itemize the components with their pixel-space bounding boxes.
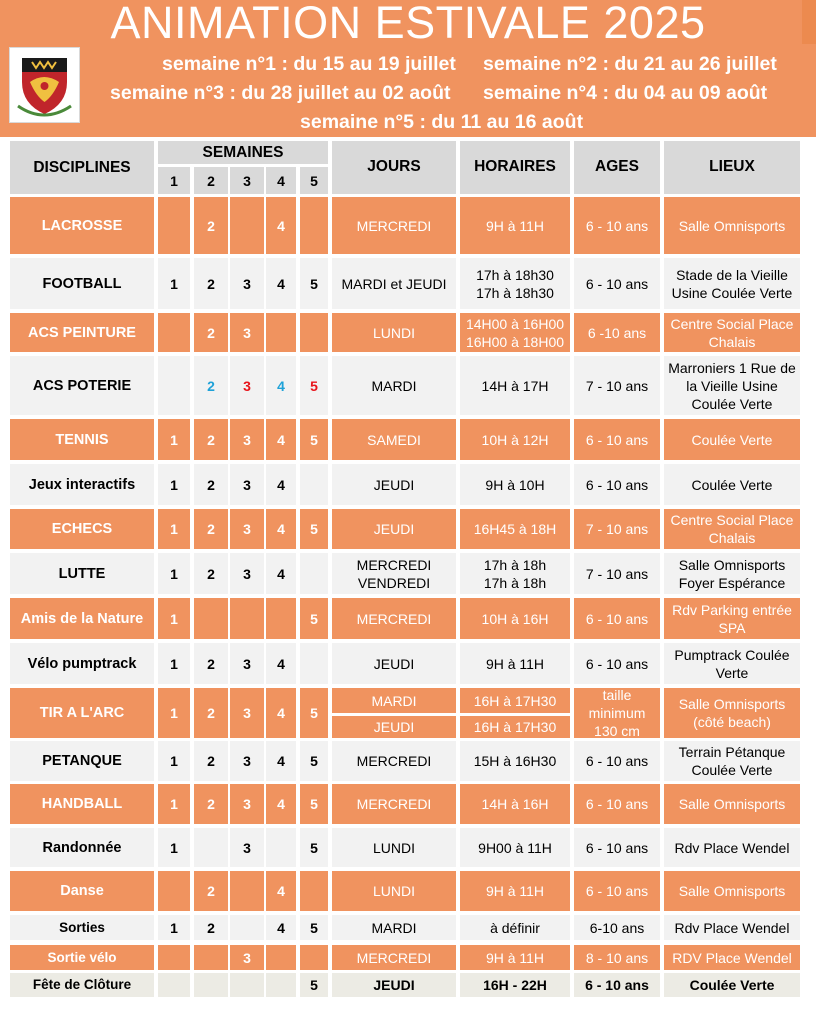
week-2-cell: 2	[194, 553, 228, 594]
horaires-cell: 15H à 16H30	[460, 741, 570, 781]
horaires-cell: 14H à 17H	[460, 356, 570, 415]
jours-cell: MERCREDI VENDREDI	[332, 553, 456, 594]
ages-cell: 6 - 10 ans	[574, 871, 660, 911]
discipline-name: Amis de la Nature	[10, 598, 154, 639]
jours-cell: JEUDI	[332, 716, 456, 738]
week-2-cell	[194, 973, 228, 997]
week-5-cell: 5	[300, 509, 328, 549]
header-week-1: 1	[158, 167, 190, 194]
jours-cell: JEUDI	[332, 464, 456, 505]
ages-cell: 6 - 10 ans	[574, 464, 660, 505]
week-5-cell	[300, 643, 328, 684]
discipline-name: Sorties	[10, 915, 154, 940]
week-3-cell	[230, 598, 264, 639]
horaires-cell: 14H à 16H	[460, 784, 570, 824]
week-1-cell	[158, 973, 190, 997]
discipline-name: Fête de Clôture	[10, 973, 154, 997]
week-1-cell: 1	[158, 643, 190, 684]
jours-cell: MERCREDI	[332, 784, 456, 824]
header-week-2: 2	[194, 167, 228, 194]
discipline-name: Danse	[10, 871, 154, 911]
ages-cell: 6 - 10 ans	[574, 598, 660, 639]
week-5-cell: 5	[300, 598, 328, 639]
week-2-cell	[194, 598, 228, 639]
week-1-info: semaine n°1 : du 15 au 19 juillet	[162, 53, 456, 75]
week-2-cell: 2	[194, 871, 228, 911]
horaires-cell: 9H à 11H	[460, 197, 570, 254]
week-1-cell	[158, 313, 190, 352]
header-lieux: LIEUX	[664, 141, 800, 194]
lieux-cell: Coulée Verte	[664, 464, 800, 505]
lieux-cell: Centre Social Place Chalais	[664, 509, 800, 549]
week-3-cell: 3	[230, 688, 264, 738]
week-4-cell: 4	[266, 784, 296, 824]
week-1-cell: 1	[158, 688, 190, 738]
week-3-cell: 3	[230, 784, 264, 824]
jours-cell: MERCREDI	[332, 945, 456, 970]
week-1-cell: 1	[158, 419, 190, 460]
week-3-cell: 3	[230, 945, 264, 970]
week-4-cell: 4	[266, 643, 296, 684]
lieux-cell: Salle Omnisports Foyer Espérance	[664, 553, 800, 594]
lieux-cell: Rdv Parking entrée SPA	[664, 598, 800, 639]
week-4-cell	[266, 945, 296, 970]
week-4-cell: 4	[266, 871, 296, 911]
week-3-cell: 3	[230, 509, 264, 549]
ages-cell: 6 - 10 ans	[574, 784, 660, 824]
week-5-cell: 5	[300, 741, 328, 781]
ages-cell: 6-10 ans	[574, 915, 660, 940]
week-2-cell: 2	[194, 784, 228, 824]
week-2-cell	[194, 828, 228, 867]
jours-cell: SAMEDI	[332, 419, 456, 460]
jours-cell: JEUDI	[332, 643, 456, 684]
week-3-cell: 3	[230, 741, 264, 781]
week-4-cell: 4	[266, 197, 296, 254]
lieux-cell: Terrain Pétanque Coulée Verte	[664, 741, 800, 781]
week-2-cell: 2	[194, 258, 228, 309]
horaires-cell: 16H45 à 18H	[460, 509, 570, 549]
week-2-cell: 2	[194, 197, 228, 254]
ages-cell: 7 - 10 ans	[574, 356, 660, 415]
jours-cell: MARDI	[332, 915, 456, 940]
ages-cell: 8 - 10 ans	[574, 945, 660, 970]
ages-cell: 6 - 10 ans	[574, 741, 660, 781]
header-jours: JOURS	[332, 141, 456, 194]
week-5-cell	[300, 553, 328, 594]
jours-cell: JEUDI	[332, 509, 456, 549]
week-2-cell: 2	[194, 313, 228, 352]
ages-cell: 6 - 10 ans	[574, 643, 660, 684]
jours-cell: MARDI et JEUDI	[332, 258, 456, 309]
lieux-cell: Rdv Place Wendel	[664, 828, 800, 867]
week-2-cell: 2	[194, 915, 228, 940]
week-5-cell: 5	[300, 784, 328, 824]
week-1-cell: 1	[158, 828, 190, 867]
week-3-cell	[230, 915, 264, 940]
week-5-cell: 5	[300, 915, 328, 940]
ages-cell: 6 - 10 ans	[574, 828, 660, 867]
header-week-4: 4	[266, 167, 296, 194]
discipline-name: FOOTBALL	[10, 258, 154, 309]
week-2-cell	[194, 945, 228, 970]
week-5-cell: 5	[300, 258, 328, 309]
horaires-cell: 10H à 16H	[460, 598, 570, 639]
week-5-cell: 5	[300, 973, 328, 997]
ages-cell: 7 - 10 ans	[574, 509, 660, 549]
lieux-cell: RDV Place Wendel	[664, 945, 800, 970]
schedule-table	[7, 137, 807, 999]
horaires-cell: à définir	[460, 915, 570, 940]
discipline-name: Randonnée	[10, 828, 154, 867]
lieux-cell: Coulée Verte	[664, 419, 800, 460]
week-1-cell: 1	[158, 598, 190, 639]
header-semaines: SEMAINES	[158, 141, 328, 164]
discipline-name: ECHECS	[10, 509, 154, 549]
week-2-cell: 2	[194, 643, 228, 684]
ages-cell: taille minimum 130 cm	[574, 688, 660, 738]
week-5-cell	[300, 313, 328, 352]
week-4-cell	[266, 828, 296, 867]
lieux-cell: Coulée Verte	[664, 973, 800, 997]
week-1-cell: 1	[158, 553, 190, 594]
week-2-info: semaine n°2 : du 21 au 26 juillet	[483, 53, 777, 75]
discipline-name: Vélo pumptrack	[10, 643, 154, 684]
week-4-cell: 4	[266, 741, 296, 781]
week-2-cell: 2	[194, 688, 228, 738]
header-ages: AGES	[574, 141, 660, 194]
ages-cell: 6 - 10 ans	[574, 419, 660, 460]
week-3-cell: 3	[230, 258, 264, 309]
week-3-cell: 3	[230, 828, 264, 867]
lieux-cell: Salle Omnisports	[664, 871, 800, 911]
week-5-cell: 5	[300, 688, 328, 738]
week-5-cell	[300, 871, 328, 911]
week-5-cell: 5	[300, 356, 328, 415]
week-5-info: semaine n°5 : du 11 au 16 août	[300, 111, 584, 133]
week-1-cell	[158, 871, 190, 911]
week-3-cell: 3	[230, 313, 264, 352]
week-1-cell: 1	[158, 509, 190, 549]
week-1-cell: 1	[158, 915, 190, 940]
city-crest-logo	[9, 47, 80, 123]
jours-cell: JEUDI	[332, 973, 456, 997]
ages-cell: 6 - 10 ans	[574, 973, 660, 997]
week-1-cell: 1	[158, 741, 190, 781]
week-4-cell: 4	[266, 356, 296, 415]
discipline-name: ACS PEINTURE	[10, 313, 154, 352]
discipline-name: LACROSSE	[10, 197, 154, 254]
discipline-name: Jeux interactifs	[10, 464, 154, 505]
week-1-cell: 1	[158, 784, 190, 824]
week-4-cell: 4	[266, 509, 296, 549]
discipline-name: Sortie vélo	[10, 945, 154, 970]
week-2-cell: 2	[194, 464, 228, 505]
lieux-cell: Salle Omnisports	[664, 784, 800, 824]
week-5-cell	[300, 197, 328, 254]
week-4-cell	[266, 598, 296, 639]
horaires-cell: 9H à 11H	[460, 643, 570, 684]
header-week-3: 3	[230, 167, 264, 194]
week-3-cell: 3	[230, 419, 264, 460]
week-5-cell: 5	[300, 419, 328, 460]
week-4-cell	[266, 973, 296, 997]
horaires-cell: 17h à 18h 17h à 18h	[460, 553, 570, 594]
ages-cell: 6 -10 ans	[574, 313, 660, 352]
week-5-cell	[300, 464, 328, 505]
week-3-cell	[230, 871, 264, 911]
week-3-cell: 3	[230, 464, 264, 505]
horaires-cell: 9H à 11H	[460, 871, 570, 911]
jours-cell: MARDI	[332, 356, 456, 415]
week-1-cell	[158, 945, 190, 970]
horaires-cell: 9H à 10H	[460, 464, 570, 505]
week-2-cell: 2	[194, 741, 228, 781]
lieux-cell: Salle Omnisports	[664, 197, 800, 254]
week-1-cell	[158, 197, 190, 254]
week-1-cell: 1	[158, 258, 190, 309]
ages-cell: 6 - 10 ans	[574, 197, 660, 254]
page-title: ANIMATION ESTIVALE 2025	[110, 0, 706, 48]
jours-cell: LUNDI	[332, 828, 456, 867]
discipline-name: HANDBALL	[10, 784, 154, 824]
week-4-cell: 4	[266, 419, 296, 460]
jours-cell: LUNDI	[332, 871, 456, 911]
horaires-cell: 10H à 12H	[460, 419, 570, 460]
week-3-info: semaine n°3 : du 28 juillet au 02 août	[110, 82, 451, 104]
jours-cell: MERCREDI	[332, 197, 456, 254]
discipline-name: TIR A L'ARC	[10, 688, 154, 738]
discipline-name: TENNIS	[10, 419, 154, 460]
header-week-5: 5	[300, 167, 328, 194]
week-3-cell	[230, 973, 264, 997]
week-1-cell	[158, 356, 190, 415]
lieux-cell: Pumptrack Coulée Verte	[664, 643, 800, 684]
lieux-cell: Centre Social Place Chalais	[664, 313, 800, 352]
week-3-cell: 3	[230, 643, 264, 684]
week-4-cell: 4	[266, 464, 296, 505]
ages-cell: 6 - 10 ans	[574, 258, 660, 309]
week-3-cell: 3	[230, 356, 264, 415]
horaires-cell: 9H00 à 11H	[460, 828, 570, 867]
ages-cell: 7 - 10 ans	[574, 553, 660, 594]
week-4-cell	[266, 313, 296, 352]
week-5-cell	[300, 945, 328, 970]
week-4-info: semaine n°4 : du 04 au 09 août	[483, 82, 768, 104]
week-4-cell: 4	[266, 553, 296, 594]
week-2-cell: 2	[194, 356, 228, 415]
horaires-cell: 16H à 17H30	[460, 716, 570, 738]
jours-cell: LUNDI	[332, 313, 456, 352]
jours-cell: MARDI	[332, 688, 456, 713]
discipline-name: PETANQUE	[10, 741, 154, 781]
discipline-name: ACS POTERIE	[10, 356, 154, 415]
header-horaires: HORAIRES	[460, 141, 570, 194]
lieux-cell: Marroniers 1 Rue de la Vieille Usine Coulée Verte	[664, 356, 800, 415]
week-4-cell: 4	[266, 688, 296, 738]
week-5-cell: 5	[300, 828, 328, 867]
horaires-cell: 17h à 18h30 17h à 18h30	[460, 258, 570, 309]
jours-cell: MERCREDI	[332, 741, 456, 781]
horaires-cell: 14H00 à 16H00 16H00 à 18H00	[460, 313, 570, 352]
week-3-cell: 3	[230, 553, 264, 594]
week-2-cell: 2	[194, 419, 228, 460]
week-1-cell: 1	[158, 464, 190, 505]
week-3-cell	[230, 197, 264, 254]
lieux-cell: Salle Omnisports (côté beach)	[664, 688, 800, 738]
horaires-cell: 16H à 17H30	[460, 688, 570, 713]
lieux-cell: Rdv Place Wendel	[664, 915, 800, 940]
horaires-cell: 16H - 22H	[460, 973, 570, 997]
horaires-cell: 9H à 11H	[460, 945, 570, 970]
week-4-cell: 4	[266, 258, 296, 309]
week-4-cell: 4	[266, 915, 296, 940]
jours-cell: MERCREDI	[332, 598, 456, 639]
lieux-cell: Stade de la Vieille Usine Coulée Verte	[664, 258, 800, 309]
header-disciplines: DISCIPLINES	[10, 141, 154, 194]
discipline-name: LUTTE	[10, 553, 154, 594]
week-2-cell: 2	[194, 509, 228, 549]
